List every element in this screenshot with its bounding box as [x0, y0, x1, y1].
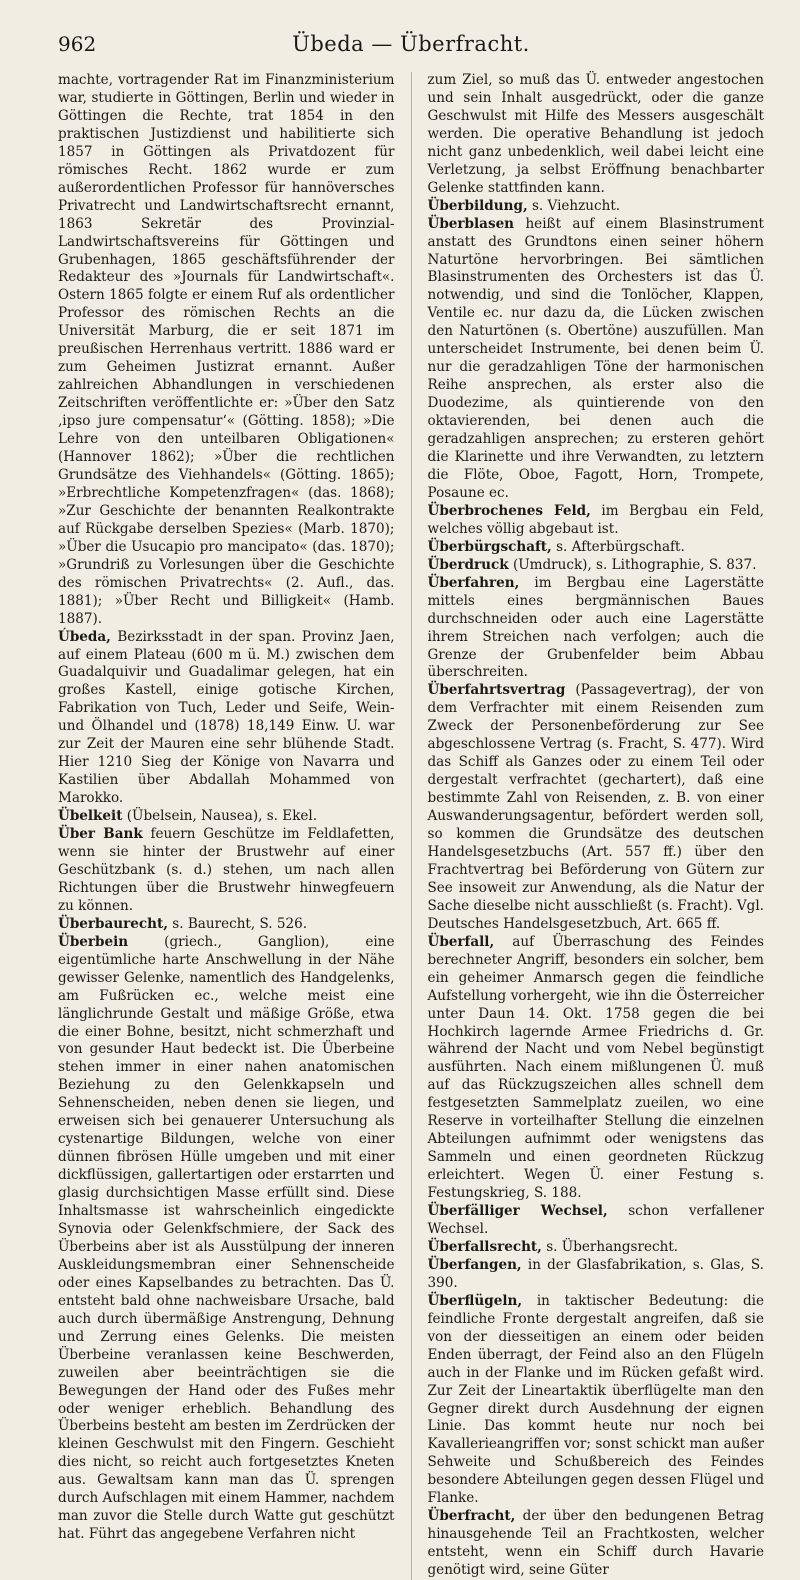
dictionary-entry: [58, 916, 395, 934]
entry-text: s. Viehzucht.: [527, 197, 621, 214]
entry-headword: Überfahrtsvertrag: [427, 682, 566, 699]
entry-headword: Überfracht,: [427, 1508, 516, 1525]
entry-headword: Überbildung,: [427, 197, 528, 214]
dictionary-entry: [428, 198, 765, 216]
entry-text: (griech., Ganglion), eine eigentümliche harte Anschwellung in der Nähe gewisser Gelenke, namentlich des Handgelenks, am Fußrücken ec., welche meist eine länglichrunde Gestalt und mäßige Größe, etwa die einer Bohne, besitzt, nicht schmerzhaft und von gesunder Haut bedeckt ist. Die Überbeine stehen immer in einer nahen anatomischen Beziehung zu den Gelenkkapseln und Sehnenscheiden, neben denen sie liegen, und erweisen sich bei genauerer Untersuchung als cystenartige Bildungen, welche von einer dünnen fibrösen Hülle umgeben und mit einer dickflüssigen, gallertartigen oder erstarrten und glasig durchsichtigen Masse erfüllt sind. Diese Inhaltsmasse ist wahrscheinlich eingedickte Synovia oder Gelenkfschmiere, der Sack des Überbeins aber ist als Ausstülpung der inneren Auskleidungsmembran einer Sehnenscheide oder eines Kapselbandes zu betrachten. Das Ü. entsteht bald ohne nachweisbare Ursache, bald auch durch übermäßige Anstrengung, Dehnung und Zerrung eines Gelenks. Die meisten Überbeine veranlassen keine Beschwerden, zuweilen aber beeinträchtigen sie die Bewegungen der Hand oder des Fußes mehr oder weniger erheblich. Behandlung des Überbeins besteht am besten im Zerdrücken der kleinen Geschwulst mit den Fingern. Geschieht dies nicht, so reicht auch fortgesetztes Kneten aus. Gewaltsam kann man das Ü. sprengen durch Aufschlagen mit einem Hammer, nachdem man zuvor die Stelle durch Watte gut geschützt hat. Führt das angegebene Verfahren nicht: [58, 933, 395, 1543]
entry-text: in der Glasfabrikation, s. Glas, S. 390.: [427, 1256, 764, 1291]
dictionary-entry: [428, 934, 765, 1203]
entry-headword: Úbeda,: [58, 628, 111, 645]
dictionary-entry: [428, 72, 765, 198]
entry-text: s. Baurecht, S. 526.: [167, 915, 308, 932]
entry-headword: Überfahren,: [427, 574, 520, 591]
dictionary-entry: [428, 1293, 765, 1508]
column-divider: [411, 72, 412, 1580]
entry-headword: Überfälliger Wechsel,: [427, 1203, 608, 1220]
dictionary-entry: [58, 826, 395, 916]
entry-text: im Bergbau ein Feld, welches völlig abgebaut ist.: [427, 502, 764, 537]
dictionary-entry: [428, 539, 765, 557]
entry-text: der über den bedungenen Betrag hinausgehende Teil an Frachtkosten, welcher entsteht, wenn ein Schiff durch Havarie genötigt wird, seine Güter: [427, 1508, 764, 1579]
entry-headword: Überblasen: [427, 215, 515, 232]
right-column: [428, 72, 765, 1580]
entry-text: auf Überraschung des Feindes berechneter Angriff, besonders ein solcher, bem ein geheimer Anmarsch gegen die feindliche Aufstellung vorhergeht, wie ihn die Österreicher unter Daun 14. Okt. 1758 gegen die bei Hochkirch lagernde Armee Friedrichs d. Gr. während der Nacht und vom Nebel begünstigt ausführten. Nach einem mißlungenen Ü. muß auf das Rückzugszeichen alles schnell dem festgesetzten Sammelplatz zueilen, wo eine Reserve in vorteilhafter Stellung die einzelnen Abteilungen aufnimmt oder wenigstens das Sammeln und einen geordneten Rückzug erleichtert. Wegen Ü. einer Festung s. Festungskrieg, S. 188.: [427, 933, 764, 1202]
entry-text: (Umdruck), s. Lithographie, S. 837.: [508, 556, 757, 573]
entry-headword: Überbürgschaft,: [427, 538, 552, 555]
dictionary-entry: [428, 1239, 765, 1257]
entry-text: (Übelsein, Nausea), s. Ekel.: [122, 808, 318, 825]
dictionary-entry: [428, 1203, 765, 1239]
page-number: 962: [58, 32, 97, 56]
entry-headword: Über Bank: [58, 826, 143, 843]
page-header: [58, 30, 764, 66]
entry-headword: Übelkeit: [58, 808, 123, 825]
dictionary-entry: [428, 575, 765, 683]
entry-headword: Überbein: [58, 933, 129, 950]
dictionary-entry: [58, 808, 395, 826]
entry-headword: Überfall,: [427, 933, 495, 950]
entry-text: heißt auf einem Blasinstrument anstatt des Grundtons einen seiner höhern Naturtöne hervorbringen. Bei sämtlichen Blasinstrumenten des Orchesters ist das Ü. notwendig, und sind die Tonlöcher, Klappen, Ventile ec. nur dazu da, die Lücken zwischen den Naturtönen (s. Obertöne) auszufüllen. Man unterscheidet Instrumente, bei denen beim Ü. nur die geradzahligen Töne der harmonischen Reihe ansprechen, als erster also die Duodezime, als quintierende von den oktavierenden, bei denen auch die geradzahligen ansprechen; zu ersteren gehört die Klarinette und ihre Verwandten, zu letztern die Flöte, Oboe, Fagott, Horn, Trompete, Posaune ec.: [427, 215, 764, 501]
entry-headword: Überbrochenes Feld,: [427, 502, 591, 519]
running-title: Übeda — Überfracht.: [292, 32, 530, 56]
columns: [58, 72, 764, 1580]
dictionary-entry: [58, 72, 395, 629]
entry-text: machte, vortragender Rat im Finanzministerium war, studierte in Göttingen, Berlin und wieder in Göttingen die Rechte, trat 1854 in den praktischen Justizdienst und habilitierte sich 1857 in Göttingen als Privatdozent für römisches Recht. 1862 wurde er zum außerordentlichen Professor für hannöversches Privatrecht und Landwirtschaftsrecht ernannt, 1863 Sekretär des Provinzial-Landwirtschaftsvereins für Göttingen und Grubenhagen, 1865 geschäftsführender der Redakteur des »Journals für Landwirtschaft«. Ostern 1865 folgte er einem Ruf als ordentlicher Professor des römischen Rechts an die Universität Marburg, die er seit 1871 im preußischen Herrenhaus vertritt. 1886 ward er zum Geheimen Justizrat ernannt. Außer zahlreichen Abhandlungen in verschiedenen Zeitschriften veröffentlichte er: »Über den Satz ‚ipso jure compensatur‘« (Götting. 1858); »Die Lehre von den unteilbaren Obligationen« (Hannover 1862); »Über die rechtlichen Grundsätze des Viehhandels« (Götting. 1865); »Erbrechtliche Kompetenzfragen« (das. 1868); »Zur Geschichte der benannten Realkontrakte auf Rückgabe derselben Spezies« (Marb. 1870); »Über die Usucapio pro mancipato« (das. 1870); »Grundriß zu Vorlesungen über die Geschichte des römischen Privatrechts« (2. Aufl., das. 1881); »Über Recht und Billigkeit« (Hamb. 1887).: [58, 72, 395, 627]
entry-text: s. Afterbürgschaft.: [551, 538, 685, 555]
entry-text: (Passagevertrag), der von dem Verfrachter mit einem Reisenden zum Zweck der Personenbeförderung zur See abgeschlossene Vertrag (s. Fracht, S. 477). Wird das Schiff als Ganzes oder zu einem Teil oder dergestalt verfrachtet (gechartert), daß eine bestimmte Zahl von Reisenden, z. B. von einer Auswanderungsagentur, befördert werden soll, so kommen die Grundsätze des deutschen Handelsgesetzbuchs (Art. 557 ff.) über den Frachtvertrag bei Beförderung von Gütern zur See insoweit zur Anwendung, als die Natur der Sache dieselbe nicht ausschließt (s. Fracht). Vgl. Deutsches Handelsgesetzbuch, Art. 665 ff.: [427, 682, 764, 932]
entry-headword: Überfangen,: [427, 1256, 522, 1273]
entry-headword: Überbaurecht,: [58, 915, 168, 932]
entry-text: feuern Geschütze im Feldlafetten, wenn sie hinter der Brustwehr auf einer Geschützbank (s. d.) stehen, um nach allen Richtungen über die Brustwehr hinwegfeuern zu können.: [58, 826, 395, 914]
dictionary-entry: [428, 1508, 765, 1580]
dictionary-entry: [428, 216, 765, 503]
entry-text: Bezirksstadt in der span. Provinz Jaen, auf einem Plateau (600 m ü. M.) zwischen dem Guadalquivir und Guadalimar gelegen, hat ein großes Kastell, einige gotische Kirchen, Fabrikation von Tuch, Leder und Seife, Wein- und Ölhandel und (1878) 18,149 Einw. U. war zur Zeit der Mauren eine sehr blühende Stadt. Hier 1210 Sieg der Könige von Navarra und Kastilien über Abdallah Mohammed von Marokko.: [58, 628, 395, 807]
dictionary-entry: [58, 629, 395, 809]
left-column: [58, 72, 395, 1580]
dictionary-entry: [428, 503, 765, 539]
entry-text: in taktischer Bedeutung: die feindliche Fronte dergestalt angreifen, daß sie von der diesseitigen an einem oder beiden Enden überragt, der Feind also an den Flügeln auch in der Flanke und im Rücken gefaßt wird. Zur Zeit der Lineartaktik überflügelte man den Gegner direkt durch Ausdehnung der eignen Linie. Das kommt heute nur noch bei Kavallerieangriffen vor; sonst schickt man außer Sehweite und Schußbereich des Feindes besondere Abteilungen gegen dessen Flügel und Flanke.: [427, 1292, 764, 1507]
entry-text: zum Ziel, so muß das Ü. entweder angestochen und sein Inhalt ausgedrückt, oder die ganze Geschwulst mit Hilfe des Messers ausgeschält werden. Die operative Behandlung ist jedoch nicht ganz unbedenklich, weil dabei leicht eine Verletzung, ja selbst Eröffnung benachbarter Gelenke stattfinden kann.: [427, 72, 764, 196]
entry-text: im Bergbau eine Lagerstätte mittels eines bergmännischen Baues durchschneiden oder auch eine Lagerstätte ihrem Streichen nach verfolgen; auch die Grenze der Grubenfelder beim Abbau überschreiten.: [427, 574, 764, 681]
entry-headword: Überfallsrecht,: [427, 1238, 542, 1255]
entry-headword: Überdruck: [427, 556, 509, 573]
entry-text: s. Überhangsrecht.: [541, 1238, 679, 1255]
dictionary-entry: [428, 557, 765, 575]
entry-headword: Überflügeln,: [427, 1292, 523, 1309]
dictionary-entry: [428, 682, 765, 933]
entry-text: schon verfallener Wechsel.: [427, 1203, 764, 1237]
dictionary-entry: [58, 934, 395, 1544]
